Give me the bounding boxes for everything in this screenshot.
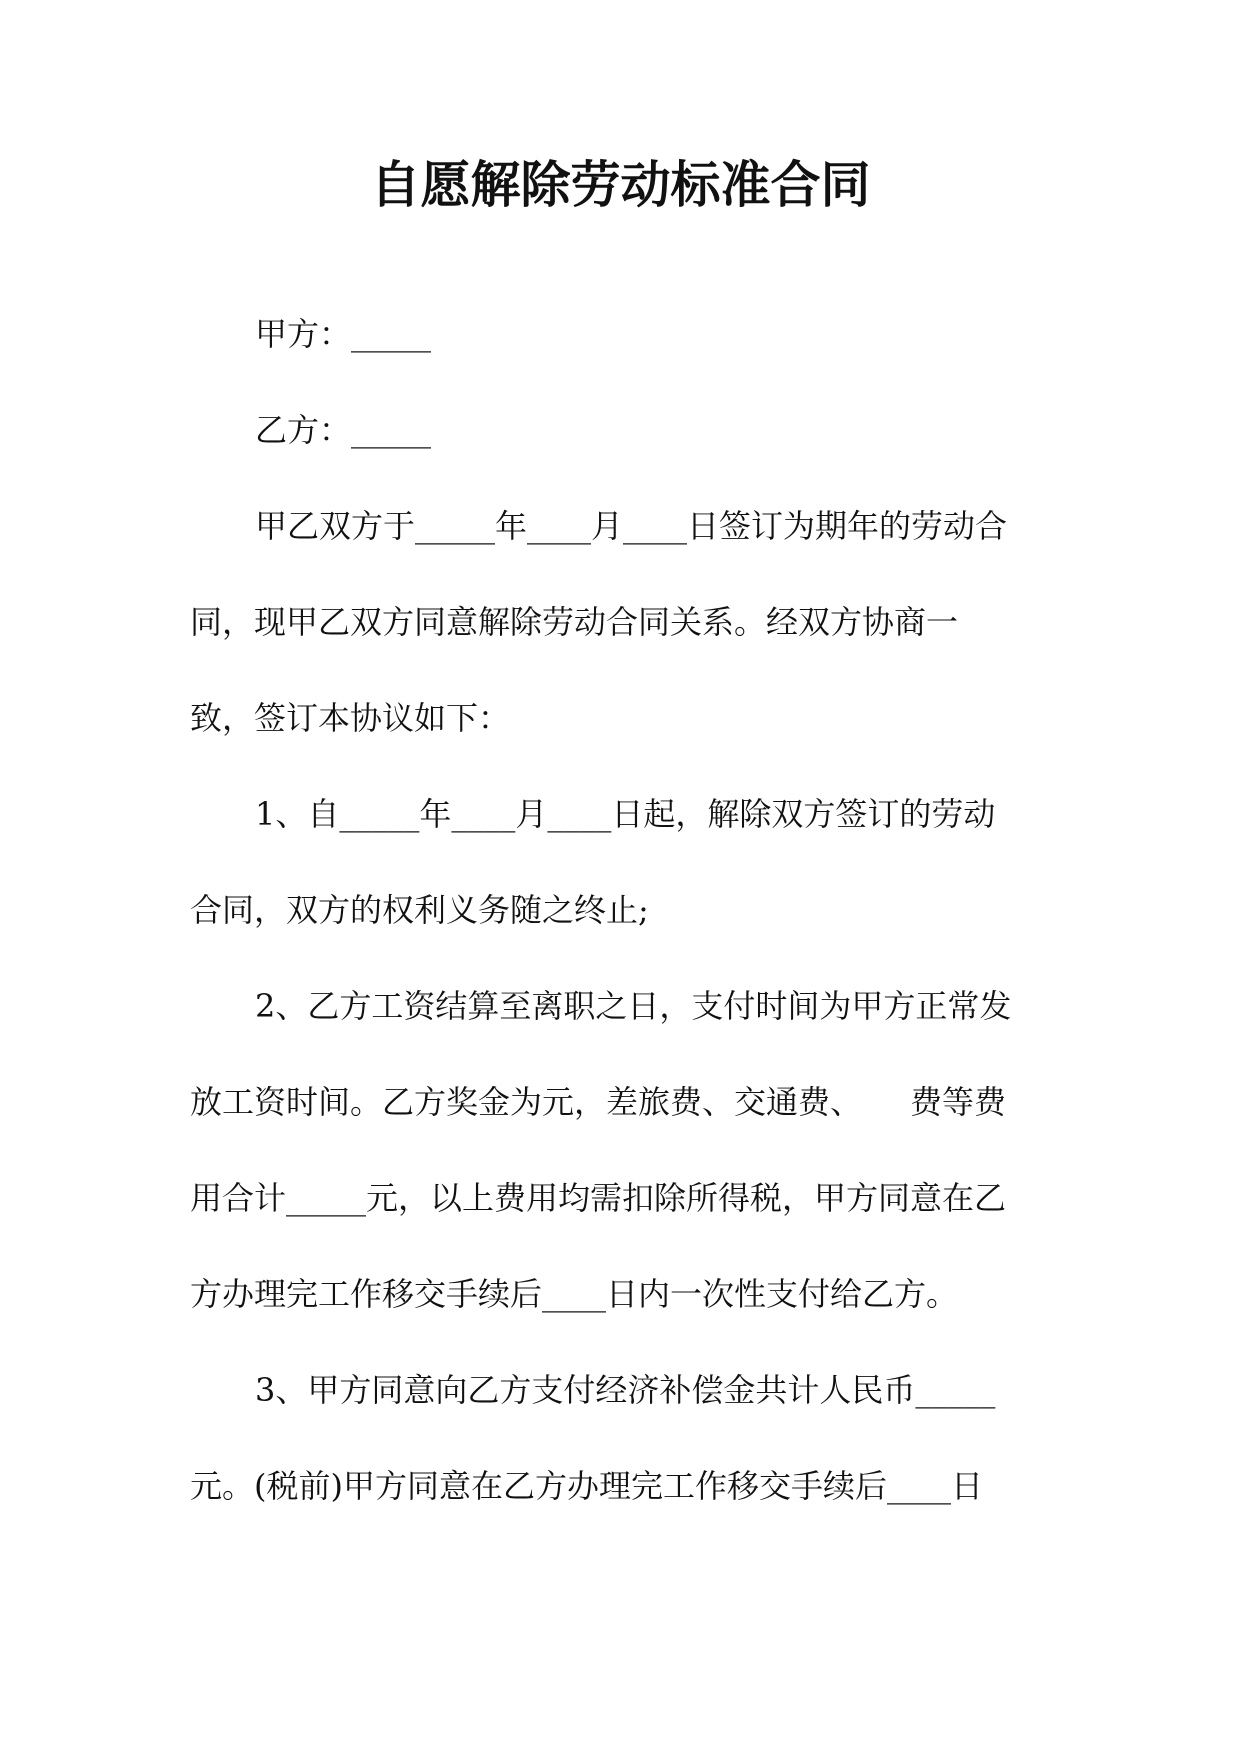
intro-line-2: 同，现甲乙双方同意解除劳动合同关系。经双方协商一 (190, 603, 959, 641)
clause-2-line-1: 2、乙方工资结算至离职之日，支付时间为甲方正常发 (255, 987, 1012, 1025)
intro-line-3: 致，签订本协议如下： (190, 699, 511, 737)
party-b-line: 乙方：_____ (255, 411, 432, 449)
party-a-line: 甲方：_____ (255, 315, 432, 353)
clause-3-line-1: 3、甲方同意向乙方支付经济补偿金共计人民币_____ (255, 1371, 996, 1409)
clause-3-line-2: 元。(税前)甲方同意在乙方办理完工作移交手续后____日 (190, 1467, 983, 1505)
clause-2-line-4: 方办理完工作移交手续后____日内一次性支付给乙方。 (190, 1275, 959, 1313)
document-title: 自愿解除劳动标准合同 (370, 155, 871, 214)
clause-2-line-2: 放工资时间。乙方奖金为元，差旅费、交通费、 费等费 (190, 1083, 1007, 1121)
clause-2-line-3: 用合计_____元，以上费用均需扣除所得税，甲方同意在乙 (190, 1179, 1007, 1217)
intro-line-1: 甲乙双方于_____年____月____日签订为期年的劳动合 (255, 507, 1008, 545)
clause-1-line-1: 1、自_____年____月____日起，解除双方签订的劳动 (255, 795, 996, 833)
clause-1-line-2: 合同，双方的权利义务随之终止; (190, 891, 649, 929)
